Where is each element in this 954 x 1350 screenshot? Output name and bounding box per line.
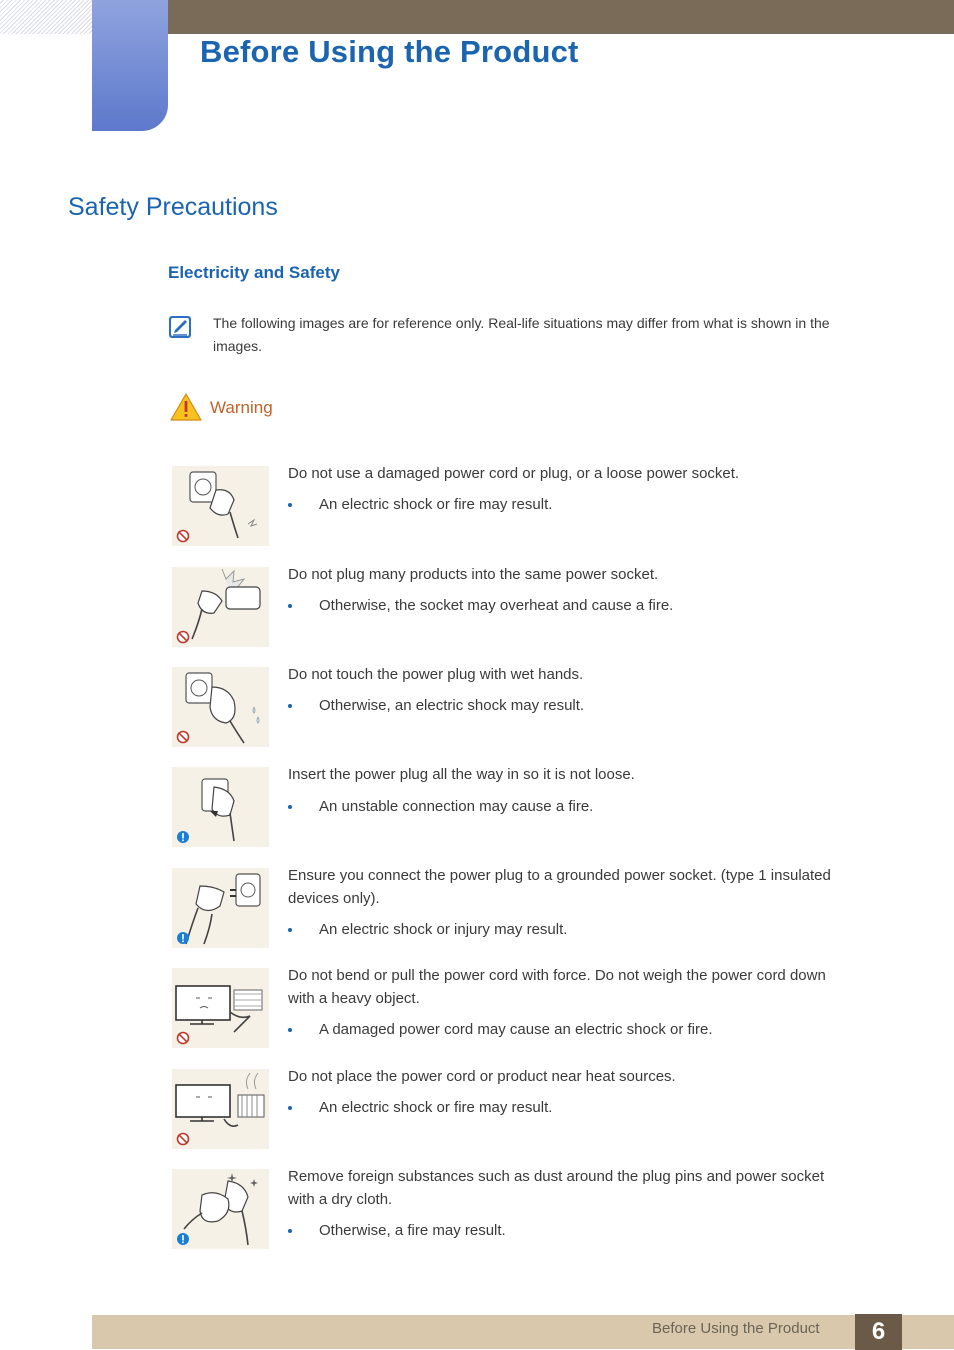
illustration-wet-hands xyxy=(172,667,269,747)
mandatory-icon xyxy=(176,1232,190,1246)
safety-item: Do not use a damaged power cord or plug, or a loose power socket. An electric shock or fire may result. xyxy=(172,466,872,548)
prohibited-icon xyxy=(176,1031,190,1045)
chapter-title: Before Using the Product xyxy=(200,34,579,69)
illustration-clean-plug xyxy=(172,1169,269,1249)
section-title: Safety Precautions xyxy=(68,193,278,221)
chapter-tab xyxy=(92,0,168,131)
illustration-damaged-plug xyxy=(172,466,269,546)
page-number: 6 xyxy=(855,1314,902,1350)
safety-item: Do not touch the power plug with wet hands. Otherwise, an electric shock may result. xyxy=(172,667,872,749)
item-text: Do not touch the power plug with wet hands. xyxy=(288,666,584,683)
safety-item: Do not place the power cord or product near heat sources. An electric shock or fire may result. xyxy=(172,1069,872,1151)
header-bar xyxy=(168,0,954,34)
safety-item: Do not bend or pull the power cord with force. Do not weigh the power cord down with a heavy object. A damaged power cord may cause an electric shock or fire. xyxy=(172,968,872,1050)
safety-item: Ensure you connect the power plug to a grounded power socket. (type 1 insulated devices only). An electric shock or injury may result. xyxy=(172,868,872,950)
safety-item: Do not plug many products into the same power socket. Otherwise, the socket may overheat and cause a fire. xyxy=(172,567,872,649)
note-pencil-icon xyxy=(168,315,192,339)
item-text: Do not use a damaged power cord or plug, or a loose power socket. xyxy=(288,465,740,482)
subsection-title: Electricity and Safety xyxy=(168,263,340,282)
safety-item: Remove foreign substances such as dust around the plug pins and power socket with a dry cloth. Otherwise, a fire may result. xyxy=(172,1169,872,1251)
mandatory-icon xyxy=(176,931,190,945)
illustration-grounded-socket xyxy=(172,868,269,948)
header-hatch-decoration xyxy=(0,0,92,34)
mandatory-icon xyxy=(176,830,190,844)
footer-bar xyxy=(92,1315,954,1349)
illustration-overloaded-socket xyxy=(172,567,269,647)
item-text: Ensure you connect the power plug to a grounded power socket. (type 1 insulated devices only). xyxy=(288,867,831,907)
prohibited-icon xyxy=(176,730,190,744)
footer-chapter-label: Before Using the Product xyxy=(652,1320,820,1337)
warning-label: Warning xyxy=(210,398,273,417)
note-text: The following images are for reference only. Real-life situations may differ from what is shown in the images. xyxy=(213,315,830,354)
item-text: Do not plug many products into the same power socket. xyxy=(288,566,659,583)
illustration-heat-source xyxy=(172,1069,269,1149)
item-text: Remove foreign substances such as dust around the plug pins and power socket with a dry cloth. xyxy=(288,1168,825,1208)
warning-triangle-icon xyxy=(170,393,202,421)
prohibited-icon xyxy=(176,529,190,543)
illustration-insert-plug xyxy=(172,767,269,847)
item-text: Do not place the power cord or product near heat sources. xyxy=(288,1068,676,1085)
item-text: Do not bend or pull the power cord with force. Do not weigh the power cord down with a heavy object. xyxy=(288,967,826,1007)
prohibited-icon xyxy=(176,1132,190,1146)
illustration-bent-cord xyxy=(172,968,269,1048)
safety-item: Insert the power plug all the way in so it is not loose. An unstable connection may cause a fire. xyxy=(172,767,872,849)
prohibited-icon xyxy=(176,630,190,644)
item-text: Insert the power plug all the way in so it is not loose. xyxy=(288,766,635,783)
